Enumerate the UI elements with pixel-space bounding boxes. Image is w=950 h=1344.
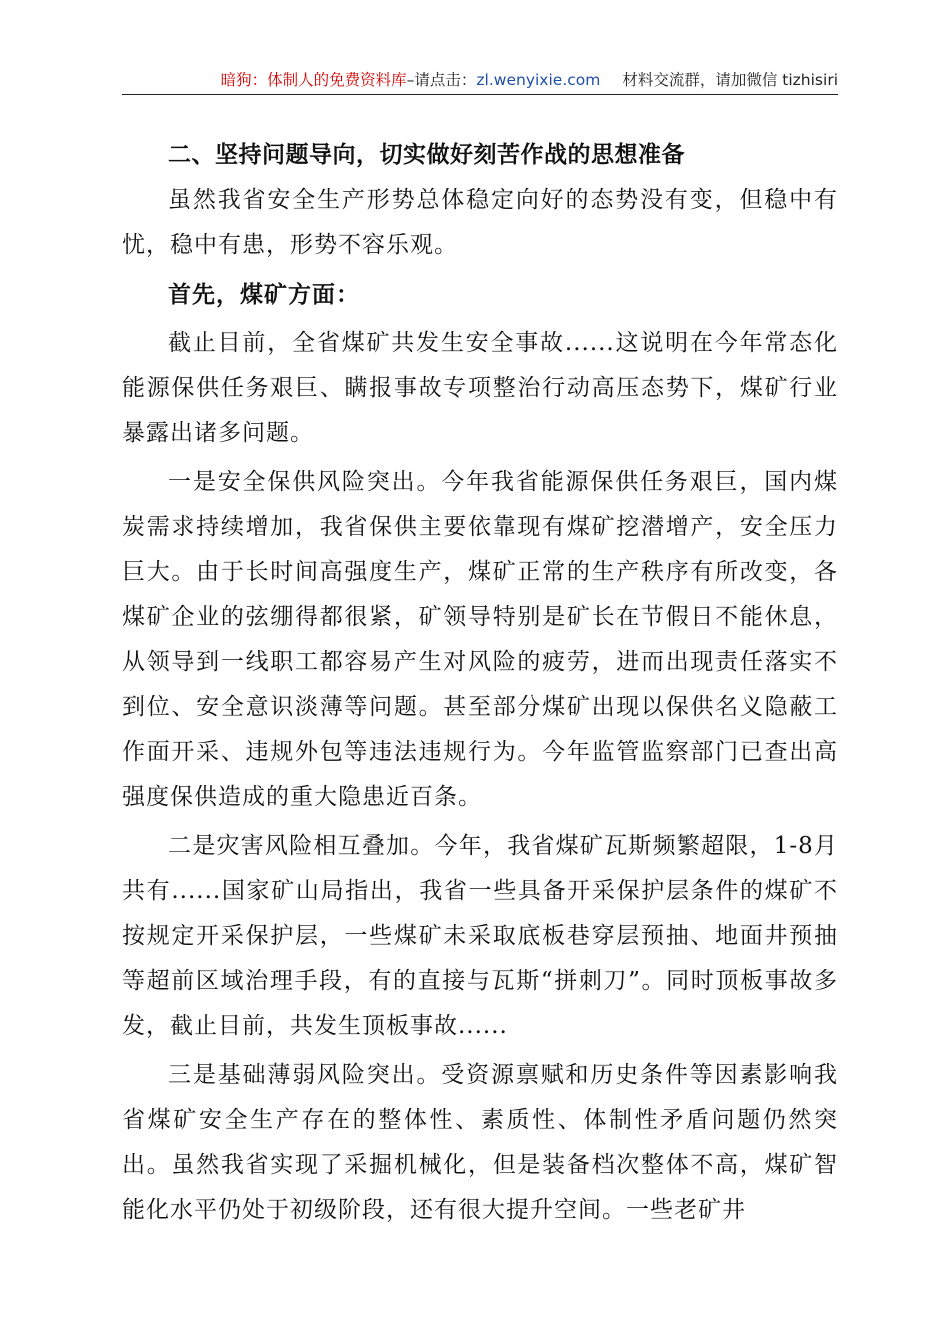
header-contact: 材料交流群，请加微信 tizhisiri: [622, 71, 838, 89]
header-link-url[interactable]: zl.wenyixie.com: [476, 71, 601, 89]
document-body: [122, 132, 838, 1233]
paragraph-risk-one: 一是安全保供风险突出。今年我省能源保供任务艰巨，国内煤炭需求持续增加，我省保供主要依靠现有煤矿挖潜增产，安全压力巨大。由于长时间高强度生产，煤矿正常的生产秩序有所改变，各煤矿企业的弦绷得都很紧，矿领导特别是矿长在节假日不能休息，从领导到一线职工都容易产生对风险的疲劳，进而出现责任落实不到位、安全意识淡薄等问题。甚至部分煤矿出现以保供名义隐蔽工作面开采、违规外包等违法违规行为。今年监管监察部门已查出高强度保供造成的重大隐患近百条。: [122, 469, 838, 810]
page-header: [122, 68, 838, 95]
header-link-prompt: –请点击：: [406, 71, 477, 89]
paragraph-risk-three: 三是基础薄弱风险突出。受资源禀赋和历史条件等因素影响我省煤矿安全生产存在的整体性、素质性、体制性矛盾问题仍然突出。虽然我省实现了采掘机械化，但是装备档次整体不高，煤矿智能化水平仍处于初级阶段，还有很大提升空间。一些老矿井: [122, 1062, 838, 1223]
coal-heading: 首先，煤矿方面：: [168, 281, 360, 308]
paragraph-risk-two: 二是灾害风险相互叠加。今年，我省煤矿瓦斯频繁超限，1-8月共有......国家矿山局指出，我省一些具备开采保护层条件的煤矿不按规定开采保护层，一些煤矿未采取底板巷穿层预抽、地面井预抽等超前区域治理手段，有的直接与瓦斯“拼刺刀”。同时顶板事故多发，截止目前，共发生顶板事故......: [122, 833, 838, 1039]
section-title: 二、坚持问题导向，切实做好刻苦作战的思想准备: [168, 142, 685, 168]
paragraph-coal-summary: 截止目前，全省煤矿共发生安全事故......这说明在今年常态化能源保供任务艰巨、瞒报事故专项整治行动高压态势下，煤矿行业暴露出诸多问题。: [122, 330, 838, 446]
paragraph-intro: 虽然我省安全生产形势总体稳定向好的态势没有变，但稳中有忧，稳中有患，形势不容乐观。: [122, 187, 838, 258]
header-site-name: 暗狗：体制人的免费资料库: [220, 71, 407, 89]
